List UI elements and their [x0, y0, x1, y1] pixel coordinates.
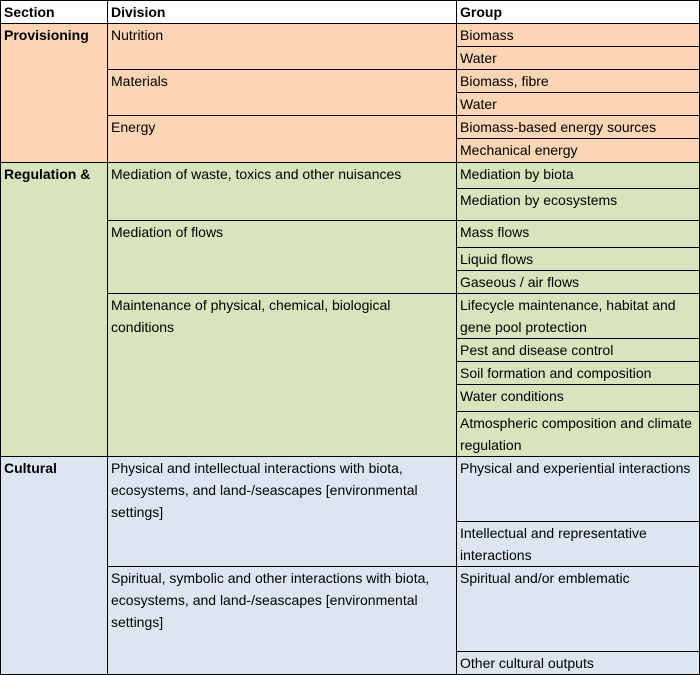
group-biomass: Biomass: [457, 24, 700, 47]
group-lifecycle: Lifecycle maintenance, habitat and gene pool protection: [457, 294, 700, 339]
group-gaseous-flows: Gaseous / air flows: [457, 271, 700, 294]
group-intellectual-representative: Intellectual and representative interactions: [457, 522, 700, 567]
group-atmospheric: Atmospheric composition and climate regulation: [457, 412, 700, 457]
table-row: [1, 457, 700, 522]
division-physical-intellectual: Physical and intellectual interactions with biota, ecosystems, and land-/seascapes [environmental settings]: [108, 457, 457, 567]
division-materials: Materials: [108, 70, 457, 116]
group-biomass-fibre: Biomass, fibre: [457, 70, 700, 93]
group-pest-control: Pest and disease control: [457, 339, 700, 362]
group-water-conditions: Water conditions: [457, 385, 700, 412]
division-flows: Mediation of flows: [108, 221, 457, 294]
header-group: Group: [457, 1, 700, 24]
group-mediation-biota: Mediation by biota: [457, 163, 700, 189]
group-spiritual-emblematic: Spiritual and/or emblematic: [457, 567, 700, 652]
section-regulation: Regulation &: [1, 163, 108, 457]
group-water: Water: [457, 47, 700, 70]
group-other-cultural: Other cultural outputs: [457, 652, 700, 675]
division-nutrition: Nutrition: [108, 24, 457, 70]
group-mediation-ecosystems: Mediation by ecosystems: [457, 189, 700, 221]
group-mass-flows: Mass flows: [457, 221, 700, 248]
division-maintenance: Maintenance of physical, chemical, biological conditions: [108, 294, 457, 457]
group-liquid-flows: Liquid flows: [457, 248, 700, 271]
division-spiritual-symbolic: Spiritual, symbolic and other interactions with biota, ecosystems, and land-/seascapes [environmental settings]: [108, 567, 457, 675]
header-row: [1, 1, 700, 24]
division-energy: Energy: [108, 116, 457, 163]
division-waste: Mediation of waste, toxics and other nuisances: [108, 163, 457, 221]
table-row: [1, 163, 700, 189]
group-biomass-energy: Biomass-based energy sources: [457, 116, 700, 139]
group-soil: Soil formation and composition: [457, 362, 700, 385]
table-row: [1, 24, 700, 47]
group-water: Water: [457, 93, 700, 116]
section-provisioning: Provisioning: [1, 24, 108, 163]
section-cultural: Cultural: [1, 457, 108, 675]
header-section: Section: [1, 1, 108, 24]
group-physical-experiential: Physical and experiential interactions: [457, 457, 700, 522]
header-division: Division: [108, 1, 457, 24]
group-mechanical-energy: Mechanical energy: [457, 139, 700, 163]
